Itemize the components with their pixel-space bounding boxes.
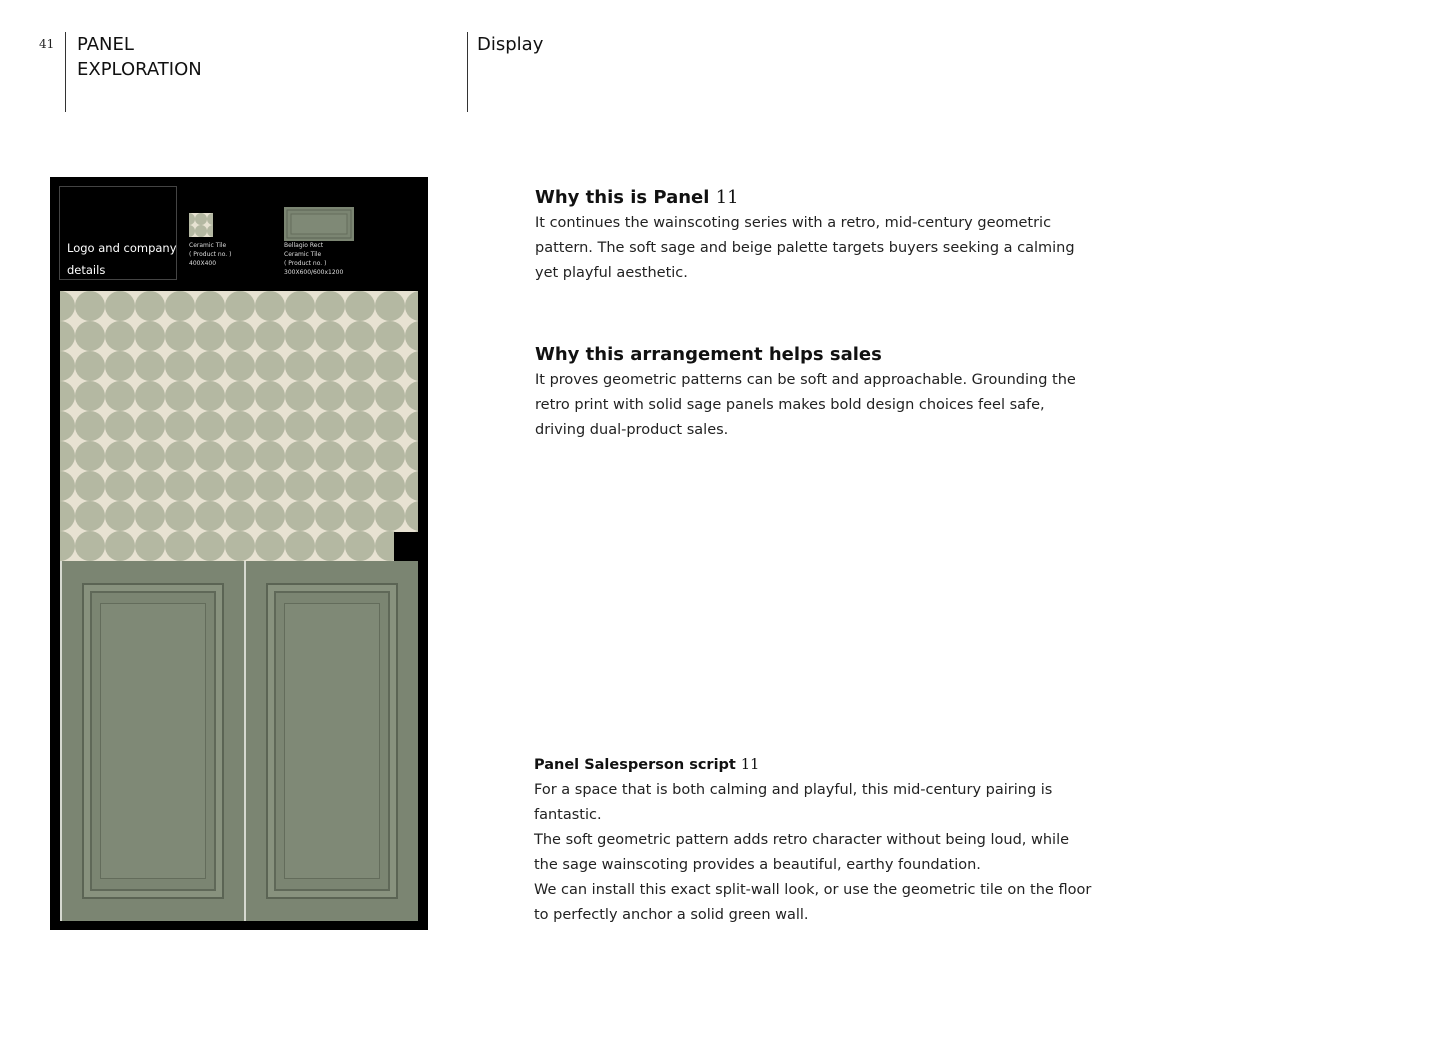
wainscot-panel (246, 561, 418, 921)
geometric-tile-swatch (189, 213, 213, 237)
swatch-type: Ceramic Tile (284, 251, 322, 258)
swatch-size: 400X400 (189, 260, 217, 267)
page-number: 41 (39, 37, 55, 51)
panel-number: 11 (715, 187, 739, 208)
script-heading (534, 753, 1094, 778)
logo-text: Logo and company details (67, 241, 177, 277)
swatch-product: ( Product no. ) (189, 251, 232, 258)
panel-tile-swatch (284, 207, 354, 241)
script-line: The soft geometric pattern adds retro character without being loud, while the sage wainscoting provides a beautiful, earthy foundation. (534, 832, 1070, 873)
wall-notch (394, 532, 428, 562)
logo-placeholder (59, 186, 177, 280)
section-title-line1: PANEL (77, 34, 134, 55)
section-title (77, 32, 202, 82)
why-panel-section (535, 185, 1095, 286)
geometric-pattern-wall (60, 291, 418, 563)
wainscoting (60, 561, 418, 921)
display-label: Display (477, 34, 544, 55)
presentation-board (50, 177, 428, 930)
salesperson-script-section (534, 753, 1094, 928)
script-line: For a space that is both calming and playful, this mid-century pairing is fantastic. (534, 782, 1053, 823)
swatch-info (189, 241, 231, 268)
why-arrangement-heading: Why this arrangement helps sales (535, 344, 882, 365)
script-line: We can install this exact split-wall look, or use the geometric tile on the floor to perfectly anchor a solid green wall. (534, 882, 1092, 923)
script-number: 11 (740, 757, 760, 773)
why-panel-heading-text: Why this is Panel (535, 187, 710, 208)
swatch-info (284, 241, 343, 277)
why-arrangement-body: It proves geometric patterns can be soft and approachable. Grounding the retro print with solid sage panels makes bold design choices feel safe, driving dual-product sales. (535, 372, 1076, 438)
why-panel-body: It continues the wainscoting series with a retro, mid-century geometric pattern. The soft sage and beige palette targets buyers seeking a calming yet playful aesthetic. (535, 215, 1075, 281)
swatch-product: ( Product no. ) (284, 260, 327, 267)
script-heading-text: Panel Salesperson script (534, 757, 736, 773)
swatch-name: Ceramic Tile (189, 242, 227, 249)
header-divider (65, 32, 66, 112)
why-panel-heading (535, 185, 1095, 211)
why-arrangement-section (535, 342, 1095, 443)
swatch-name: Bellagio Rect (284, 242, 324, 249)
section-title-line2: EXPLORATION (77, 59, 202, 80)
wainscot-panel (62, 561, 244, 921)
swatch-size: 300X600/600x1200 (284, 269, 344, 276)
header-divider (467, 32, 468, 112)
